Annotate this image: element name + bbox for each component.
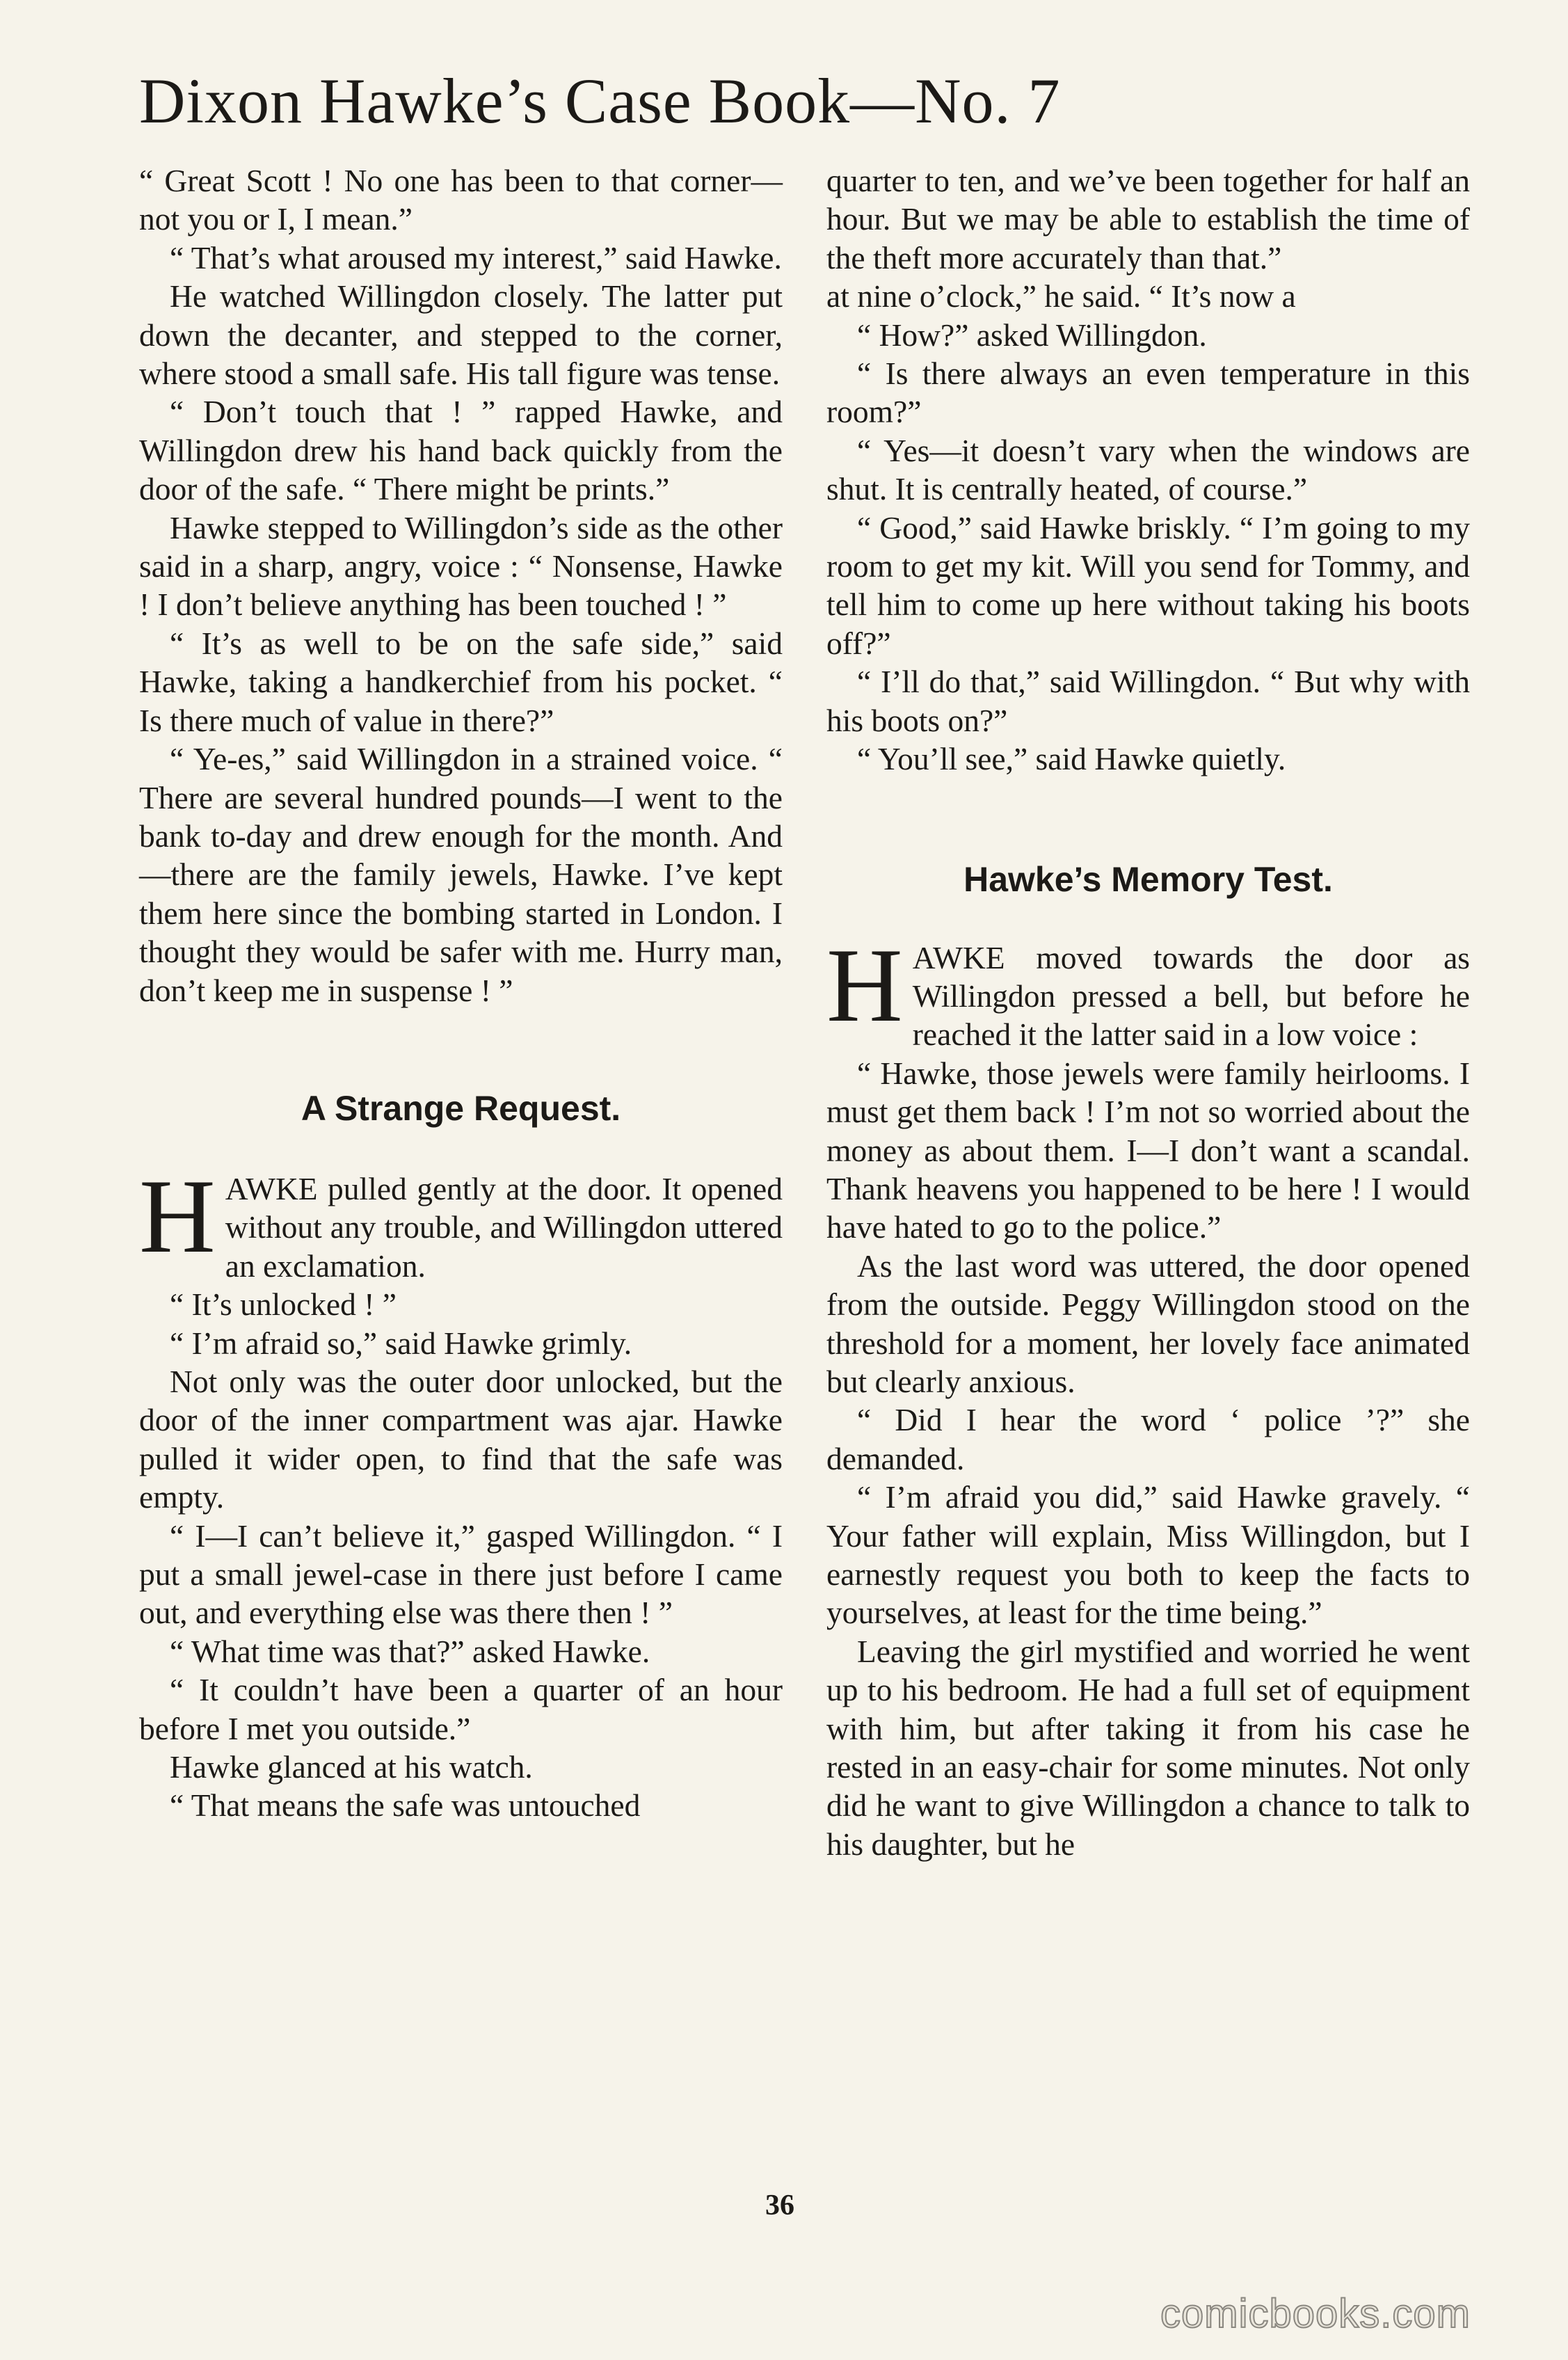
- watermark: comicbooks.com: [1160, 2291, 1471, 2336]
- paragraph: “ You’ll see,” said Hawke quietly.: [857, 741, 1286, 777]
- page-title: Dixon Hawke’s Case Book—No. 7: [139, 65, 1061, 136]
- paragraph: “ Is there always an even temperature in this room?”: [826, 356, 1470, 430]
- drop-cap-paragraph: [139, 1157, 783, 1285]
- paragraph: “ I’ll do that,” said Willingdon. “ But why with his boots on?”: [826, 664, 1470, 738]
- paragraph: Leaving the girl mystified and worried he went up to his bedroom. He had a full set of equipment with him, but after taking it from his case he rested in an easy-chair for some minutes. Not only did he want to give Willingdon a chance to talk to his daughter, but he: [826, 1633, 1470, 1862]
- paragraph: “ Great Scott ! No one has been to that corner—not you or I, I mean.”: [139, 163, 783, 237]
- drop-cap-paragraph: [826, 926, 1470, 1054]
- paragraph-text: AWKE moved towards the door as Willingdon pressed a bell, but before he reached it the latter said in a low voice :: [912, 939, 1470, 1053]
- page-number: 36: [765, 2190, 794, 2222]
- paragraph: “ It’s unlocked ! ”: [170, 1286, 397, 1323]
- paragraph: “ It couldn’t have been a quarter of an hour before I met you outside.”: [139, 1672, 783, 1746]
- paragraph: “ Did I hear the word ‘ police ’?” she demanded.: [826, 1402, 1470, 1476]
- paragraph: “ Don’t touch that ! ” rapped Hawke, and Willingdon drew his hand back quickly from the door of the safe. “ There might be prints.”: [139, 394, 783, 507]
- paragraph: “ Hawke, those jewels were family heirlooms. I must get them back ! I’m not so worried about the money as about them. I—I don’t want a scandal. Thank heavens you happened to be here ! I would have hated to go to the police.”: [826, 1055, 1470, 1245]
- paragraph: “ Good,” said Hawke briskly. “ I’m going to my room to get my kit. Will you send for Tommy, and tell him to come up here without taking his boots off?”: [826, 509, 1470, 661]
- paragraph: “ What time was that?” asked Hawke.: [170, 1633, 650, 1669]
- paragraph: “ How?” asked Willingdon.: [857, 317, 1207, 353]
- paragraph: “ That’s what aroused my interest,” said Hawke.: [170, 239, 782, 276]
- paragraph: “ I’m afraid you did,” said Hawke gravely. “ Your father will explain, Miss Willingdon, but I earnestly request you both to keep the facts to yourselves, at least for the time being.”: [826, 1479, 1470, 1631]
- drop-cap: H: [826, 926, 903, 1044]
- paragraph: As the last word was uttered, the door opened from the outside. Peggy Willingdon stood on the threshold for a moment, her lovely face animated but clearly anxious.: [826, 1247, 1470, 1399]
- paragraph: “ That means the safe was untouched: [170, 1787, 641, 1824]
- paragraph: “ I—I can’t believe it,” gasped Willingdon. “ I put a small jewel-case in there just before I came out, and everything else was there then ! ”: [139, 1517, 783, 1631]
- right-column: [826, 161, 1470, 1863]
- paragraph: Not only was the outer door unlocked, but the door of the inner compartment was ajar. Hawke pulled it wider open, to find that the safe was empty.: [139, 1363, 783, 1515]
- drop-cap: H: [139, 1157, 216, 1275]
- paragraph: Hawke stepped to Willingdon’s side as the other said in a sharp, angry, voice : “ Nonsense, Hawke ! I don’t believe anything has been touched ! ”: [139, 509, 783, 623]
- paragraph: “ Ye-es,” said Willingdon in a strained voice. “ There are several hundred pounds—I went to the bank to-day and drew enough for the month. And—there are the family jewels, Hawke. I’ve kept them here since the bombing started in London. I thought they would be safer with me. Hurry man, don’t keep me in suspense ! ”: [139, 741, 783, 1008]
- paragraph: “ I’m afraid so,” said Hawke grimly.: [170, 1325, 632, 1361]
- paragraph: quarter to ten, and we’ve been together for half an hour. But we may be able to establish the time of the theft more accurately than that.”: [826, 163, 1470, 276]
- section-heading: A Strange Request.: [301, 1088, 621, 1128]
- left-column: [139, 161, 783, 1825]
- paragraph: “ It’s as well to be on the safe side,” said Hawke, taking a handkerchief from his pocket. “ Is there much of value in there?”: [139, 625, 783, 738]
- section-heading: Hawke’s Memory Test.: [963, 859, 1333, 899]
- paragraph: He watched Willingdon closely. The latter put down the decanter, and stepped to the corner, where stood a small safe. His tall figure was tense.: [139, 278, 783, 392]
- paragraph: at nine o’clock,” he said. “ It’s now a: [826, 278, 1296, 314]
- paragraph: “ Yes—it doesn’t vary when the windows are shut. It is centrally heated, of course.”: [826, 432, 1470, 507]
- paragraph: Hawke glanced at his watch.: [170, 1749, 533, 1785]
- paragraph-text: AWKE pulled gently at the door. It opened without any trouble, and Willingdon uttered an exclamation.: [225, 1170, 783, 1284]
